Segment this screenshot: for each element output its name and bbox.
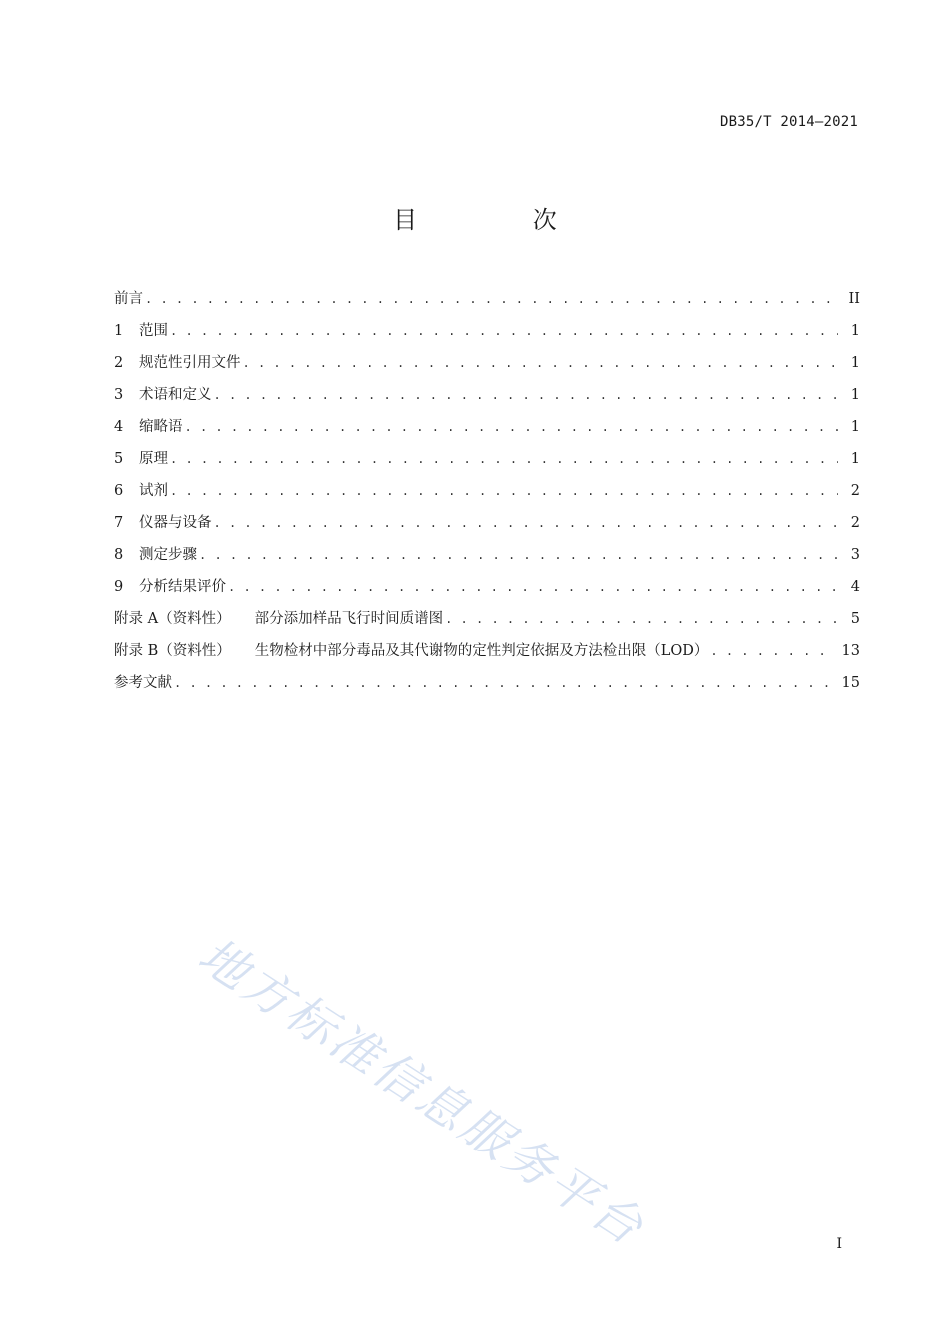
page-number: I	[836, 1236, 842, 1252]
toc-entry-2[interactable]	[114, 352, 860, 384]
toc-entry-number: 8	[114, 547, 124, 563]
toc-leader-dots	[145, 288, 838, 310]
toc-entry-appendix-a[interactable]	[114, 608, 860, 640]
toc-entry-page: 15	[841, 675, 860, 691]
toc-entry-number: 2	[114, 355, 124, 371]
toc-entry-label: 规范性引用文件	[139, 355, 241, 371]
toc-leader-dots	[199, 544, 838, 566]
toc-entry-number: 9	[114, 579, 124, 595]
toc-entry-page: 1	[850, 355, 860, 371]
toc-entry-label: 仪器与设备	[139, 515, 212, 531]
toc-entry-page: 2	[850, 483, 860, 499]
toc-entry-label: 部分添加样品飞行时间质谱图	[254, 611, 444, 627]
toc-entry-label: 前言	[114, 291, 143, 307]
toc-entry-page: 1	[850, 323, 860, 339]
toc-entry-number: 7	[114, 515, 124, 531]
toc-entry-number: 5	[114, 451, 124, 467]
toc-appendix-prefix: 附录 B（资料性）	[114, 643, 231, 659]
toc-entry-label: 测定步骤	[139, 547, 197, 563]
toc-appendix-prefix: 附录 A（资料性）	[114, 611, 231, 627]
toc-leader-dots	[170, 480, 838, 502]
toc-entry-appendix-b[interactable]	[114, 640, 860, 672]
toc-entry-page: 5	[850, 611, 860, 627]
toc-leader-dots	[214, 512, 839, 534]
toc-entry-page: 1	[850, 419, 860, 435]
toc-entry-number: 6	[114, 483, 124, 499]
watermark: 地方标准信息服务平台	[188, 927, 656, 1258]
toc-entry-label: 参考文献	[114, 675, 172, 691]
toc-leader-dots	[174, 672, 836, 694]
toc-leader-dots	[170, 448, 838, 470]
toc-entry-6[interactable]	[114, 480, 860, 512]
standard-code: DB35/T 2014—2021	[719, 114, 858, 130]
toc-entry-label: 原理	[139, 451, 168, 467]
toc-leader-dots	[710, 640, 835, 662]
toc-entry-page: 1	[850, 451, 860, 467]
toc-entry-9[interactable]	[114, 576, 860, 608]
toc-leader-dots	[170, 320, 838, 342]
toc-entry-number: 1	[114, 323, 124, 339]
toc-entry-label: 分析结果评价	[139, 579, 226, 595]
toc-entry-8[interactable]	[114, 544, 860, 576]
toc-entry-label: 试剂	[139, 483, 168, 499]
toc-entry-page: 4	[850, 579, 860, 595]
toc-entry-page: II	[848, 291, 860, 307]
toc-leader-dots	[185, 416, 839, 438]
toc-entry-1[interactable]	[114, 320, 860, 352]
toc-leader-dots	[445, 608, 838, 630]
toc-entry-references[interactable]	[114, 672, 860, 704]
toc-entry-page: 3	[850, 547, 860, 563]
toc-leader-dots	[228, 576, 838, 598]
toc-entry-label: 生物检材中部分毒品及其代谢物的定性判定依据及方法检出限（LOD）	[254, 643, 709, 659]
toc-entry-4[interactable]	[114, 416, 860, 448]
toc-entry-page: 2	[850, 515, 860, 531]
toc-entry-page: 1	[850, 387, 860, 403]
toc-entry-label: 缩略语	[139, 419, 183, 435]
toc-entry-number: 4	[114, 419, 124, 435]
toc-entry-page: 13	[841, 643, 860, 659]
toc-leader-dots	[243, 352, 839, 374]
toc-entry-number: 3	[114, 387, 124, 403]
toc-leader-dots	[214, 384, 839, 406]
toc-entry-label: 术语和定义	[139, 387, 212, 403]
page-title: 目 次	[393, 206, 611, 234]
table-of-contents	[114, 288, 860, 704]
toc-entry-7[interactable]	[114, 512, 860, 544]
toc-entry-3[interactable]	[114, 384, 860, 416]
toc-entry-5[interactable]	[114, 448, 860, 480]
toc-entry-foreword[interactable]	[114, 288, 860, 320]
toc-entry-label: 范围	[139, 323, 168, 339]
